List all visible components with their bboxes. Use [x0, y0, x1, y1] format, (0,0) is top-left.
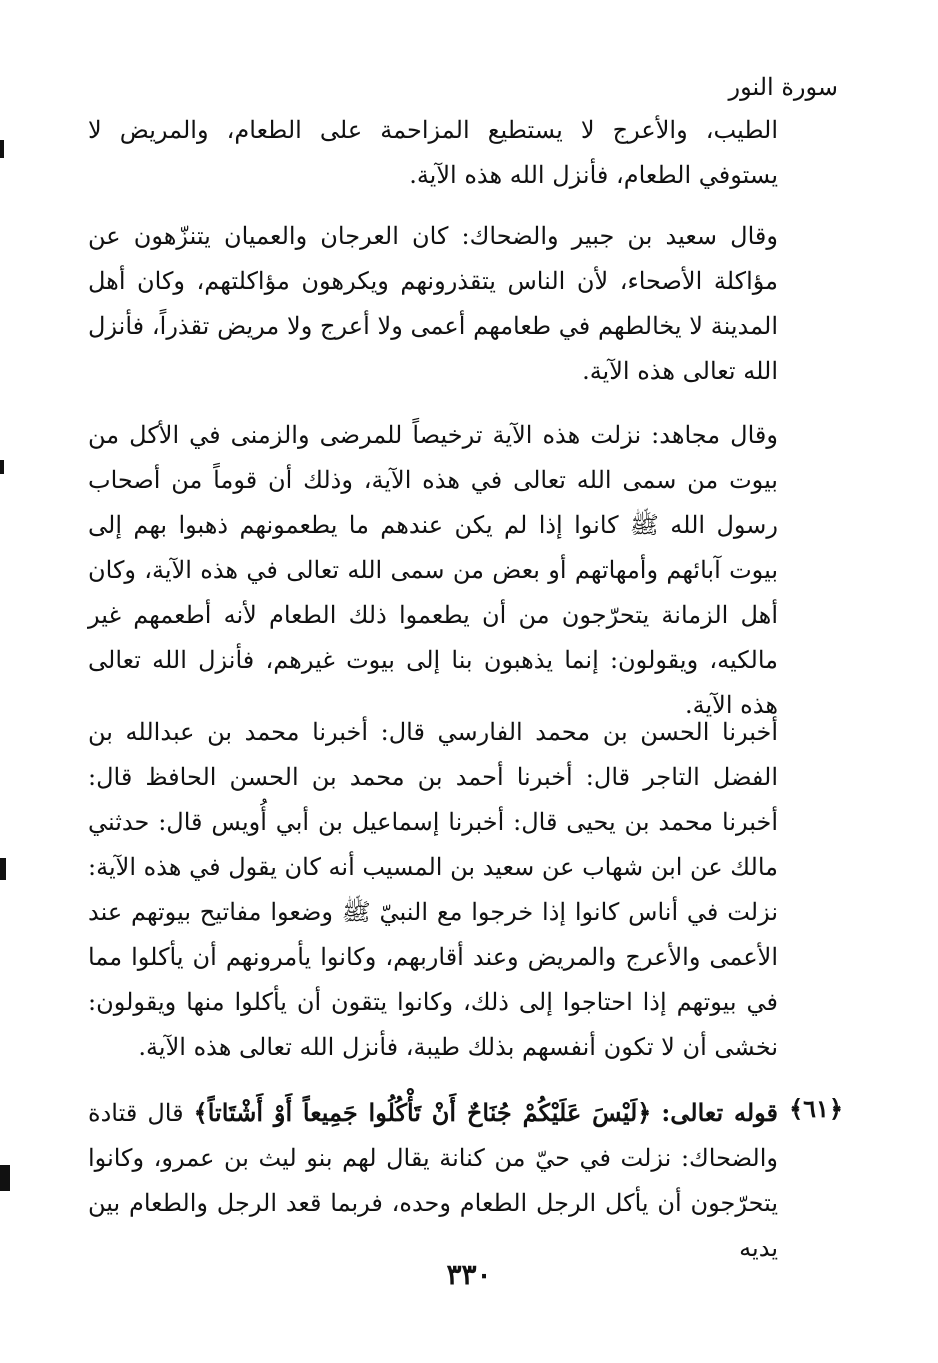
scan-edge-mark [0, 858, 6, 880]
page-number: ٣٣٠ [446, 1258, 492, 1291]
paragraph-text: وقال سعيد بن جبير والضحاك: كان العرجان والعميان يتنزّهون عن مؤاكلة الأصحاء، لأن الناس يتقذرونهم ويكرهون مؤاكلتهم، وكان أهل المدينة لا يخالطهم في طعامهم أعمى ولا أعرج ولا مريض تقذراً، فأنزل الله تعالى هذه الآية. [88, 222, 778, 385]
verse-commentary: قال قتادة والضحاك: نزلت في حيّ من كنانة يقال لهم بنو ليث بن عمرو، وكانوا يتحرّجون أن يأكل الرجل الطعام وحده، فربما قعد الرجل والطعام بين يديه [88, 1099, 778, 1262]
paragraph-text: وقال مجاهد: نزلت هذه الآية ترخيصاً للمرضى والزمنى في الأكل من بيوت من سمى الله تعالى في هذه الآية، وذلك أن قوماً من أصحاب رسول الله ﷺ كانوا إذا لم يكن عندهم ما يطعمونهم ذهبوا بهم إلى بيوت آبائهم وأمهاتهم أو بعض من سمى الله تعالى في هذه الآية، وكان أهل الزمانة يتحرّجون من أن يطعموا ذلك الطعام لأنه أطعمهم غير مالكيه، ويقولون: إنما يذهبون بنا إلى بيوت غيرهم، فأنزل الله تعالى هذه الآية. [88, 421, 779, 719]
paragraph-text: أخبرنا الحسن بن محمد الفارسي قال: أخبرنا محمد بن عبدالله بن الفضل التاجر قال: أخبرنا أحمد بن محمد بن الحسن الحافظ قال: أخبرنا محمد بن يحيى قال: أخبرنا إسماعيل بن أبي أُويس قال: حدثني مالك عن ابن شهاب عن سعيد بن المسيب أنه كان يقول في هذه الآية: نزلت في أناس كانوا إذا خرجوا مع النبيّ ﷺ وضعوا مفاتيح بيوتهم عند الأعمى والأعرج والمريض وعند أقاربهم، وكانوا يأمرونهم أن يأكلوا مما في بيوتهم إذا احتاجوا إلى ذلك، وكانوا يتقون أن يأكلوا منها ويقولون: نخشى أن لا تكون أنفسهم بذلك طيبة، فأنزل الله تعالى هذه الآية. [88, 718, 778, 1061]
verse-number-marker: ﴿٦١﴾ [789, 1094, 843, 1123]
paragraph-3 [88, 413, 778, 728]
paragraph-text: الطيب، والأعرج لا يستطيع المزاحمة على الطعام، والمريض لا يستوفي الطعام، فأنزل الله هذه الآية. [88, 116, 778, 189]
paragraph-2 [88, 214, 778, 394]
scan-edge-mark [0, 1165, 10, 1191]
verse-lead: قوله تعالى: [661, 1098, 779, 1127]
paragraph-4 [88, 710, 778, 1070]
scan-edge-mark [0, 140, 4, 158]
surah-header: سورة النور [728, 73, 838, 101]
verse-paragraph-text [88, 1090, 778, 1271]
quran-verse: ﴿لَيْسَ عَلَيْكُمْ جُنَاحٌ أَنْ تَأْكُلُوا جَمِيعاً أَوْ أَشْتَاتاً﴾ [193, 1098, 652, 1127]
verse-paragraph [88, 1090, 778, 1271]
scan-edge-mark [0, 460, 4, 474]
paragraph-1 [88, 108, 778, 198]
